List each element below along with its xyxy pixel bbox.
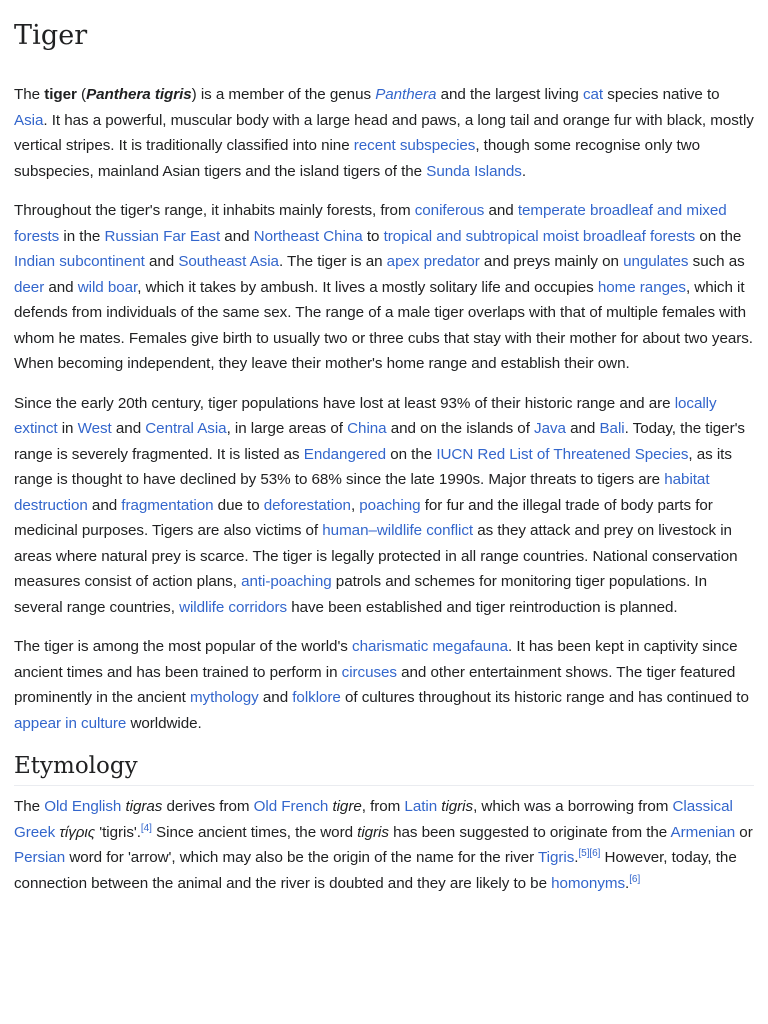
link-recent-subspecies[interactable]: recent subspecies xyxy=(353,137,476,154)
citation-6[interactable]: [6] xyxy=(629,873,641,885)
citation xyxy=(141,822,152,833)
link-charismatic-megafauna[interactable]: charismatic megafauna xyxy=(352,638,508,655)
italic-term: tigras xyxy=(125,798,163,815)
link-northeast-china[interactable]: Northeast China xyxy=(253,227,363,245)
link-appear-in-culture[interactable]: appear in culture xyxy=(14,714,127,732)
link-apex-predator[interactable]: apex predator xyxy=(386,253,480,270)
link-armenian[interactable]: Armenian xyxy=(670,823,736,841)
citation-5-6[interactable]: [5][6] xyxy=(578,847,601,859)
bold-term: Panthera tigris xyxy=(86,86,192,103)
link-deer[interactable]: deer xyxy=(14,278,45,296)
link-iucn-red-list[interactable]: IUCN Red List of Threatened Species xyxy=(436,445,689,463)
link-panthera[interactable]: Panthera xyxy=(375,86,437,103)
link-home-ranges[interactable]: home ranges xyxy=(597,278,686,296)
link-human-wildlife-conflict[interactable]: human–wildlife conflict xyxy=(322,522,474,539)
lead-paragraph-2: Throughout the tiger's range, it inhabits mainly forests, from coniferous and temperate broadleaf and mixed forests in the Russian Far East and Northeast China to tropical and subtropical moist broadleaf forests on the Indian subcontinent and Southeast Asia. The tiger is an apex predator and preys mainly on ungulates such as deer and wild boar, which it takes by ambush. It lives a mostly solitary life and occupies home ranges, which it defends from individuals of the same sex. The range of a male tiger overlaps with that of multiple females with whom he mates. Females give birth to usually two or three cubs that stay with their mother for about two years. When becoming independent, they leave their mother's home range and establish their own. xyxy=(14,202,753,372)
italic-term: τίγρις xyxy=(59,823,96,841)
italic-term: tigris xyxy=(441,798,474,815)
page-title: Tiger xyxy=(14,20,88,51)
link-fragmentation[interactable]: fragmentation xyxy=(121,496,214,514)
link-classical-greek[interactable]: Classical Greek xyxy=(14,798,733,841)
citation xyxy=(629,873,640,884)
link-mythology[interactable]: mythology xyxy=(189,689,259,706)
link-tigris[interactable]: Tigris xyxy=(538,849,575,866)
link-anti-poaching[interactable]: anti-poaching xyxy=(241,573,332,590)
link-old-english[interactable]: Old English xyxy=(44,798,122,815)
link-cat[interactable]: cat xyxy=(582,86,604,103)
link-tropical-moist-forests[interactable]: tropical and subtropical moist broadleaf forests xyxy=(383,227,696,245)
etymology-paragraph: The Old English tigras derives from Old French tigre, from Latin tigris, which was a borrowing from Classical Greek τίγρις 'tigris'.[4] Since ancient times, the word tigris has been suggested to originate from the Armenian or Persian word for 'arrow', which may also be the origin of the name for the river Tigris.[5][6] However, today, the connection between the animal and the river is doubted and they are likely to be homonyms.[6] xyxy=(14,798,753,892)
bold-term: tiger xyxy=(44,86,77,103)
link-asia[interactable]: Asia xyxy=(14,111,44,129)
lead-paragraph-1: The tiger (Panthera tigris) is a member of the genus Panthera and the largest living cat species native to Asia. It has a powerful, muscular body with a large head and paws, a long tail and orange fur with black, mostly vertical stripes. It is traditionally classified into nine recent subspecies, though some recognise only two subspecies, mainland Asian tigers and the island tigers of the Sunda Islands. xyxy=(14,86,754,180)
link-deforestation[interactable]: deforestation xyxy=(263,496,351,514)
link-sunda-islands[interactable]: Sunda Islands xyxy=(426,162,522,180)
link-poaching[interactable]: poaching xyxy=(359,496,421,514)
link-persian[interactable]: Persian xyxy=(14,849,66,866)
link-habitat-destruction[interactable]: habitat destruction xyxy=(14,471,710,514)
link-wild-boar[interactable]: wild boar xyxy=(77,278,138,296)
link-folklore[interactable]: folklore xyxy=(292,689,341,706)
link-central-asia[interactable]: Central Asia xyxy=(145,420,227,437)
link-ungulates[interactable]: ungulates xyxy=(623,253,689,270)
link-russian-far-east[interactable]: Russian Far East xyxy=(104,227,221,245)
link-wildlife-corridors[interactable]: wildlife corridors xyxy=(179,598,288,616)
italic-term: tigre xyxy=(332,798,362,815)
link-locally-extinct[interactable]: locally extinct xyxy=(14,394,717,437)
link-latin[interactable]: Latin xyxy=(404,798,438,815)
link-china[interactable]: China xyxy=(347,420,387,437)
lead-paragraph-4: The tiger is among the most popular of the world's charismatic megafauna. It has been kept in captivity since ancient times and has been trained to perform in circuses and other entertainment shows. The tiger featured prominently in the ancient mythology and folklore of cultures throughout its historic range and has continued to appear in culture worldwide. xyxy=(14,638,749,732)
link-java[interactable]: Java xyxy=(534,420,566,437)
link-homonyms[interactable]: homonyms xyxy=(551,874,626,892)
link-bali[interactable]: Bali xyxy=(599,420,625,437)
link-old-french[interactable]: Old French xyxy=(253,798,329,815)
link-endangered[interactable]: Endangered xyxy=(303,445,387,463)
link-west-asia[interactable]: West xyxy=(77,420,112,437)
italic-term: tigris xyxy=(357,823,389,841)
citation-4[interactable]: [4] xyxy=(140,822,152,834)
link-indian-subcontinent[interactable]: Indian subcontinent xyxy=(14,253,145,270)
lead-paragraph-3: Since the early 20th century, tiger populations have lost at least 93% of their historic range and are locally extinct in West and Central Asia, in large areas of China and on the islands of Java and Bali. Today, the tiger's range is severely fragmented. It is listed as Endangered on the IUCN Red List of Threatened Species, as its range is thought to have declined by 53% to 68% since the late 1990s. Major threats to tigers are habitat destruction and fragmentation due to deforestation, poaching for fur and the illegal trade of body parts for medicinal purposes. Tigers are also victims of human–wildlife conflict as they attack and prey on livestock in areas where natural prey is scarce. The tiger is legally protected in all range countries. National conservation measures consist of action plans, anti-poaching patrols and schemes for monitoring tiger populations. In several range countries, wildlife corridors have been established and tiger reintroduction is planned. xyxy=(14,394,745,616)
section-heading-etymology: Etymology xyxy=(14,750,754,786)
link-southeast-asia[interactable]: Southeast Asia xyxy=(178,253,279,270)
link-temperate-broadleaf[interactable]: temperate broadleaf and mixed forests xyxy=(14,202,727,245)
link-coniferous[interactable]: coniferous xyxy=(414,202,485,219)
citation xyxy=(578,848,600,859)
link-circuses[interactable]: circuses xyxy=(341,663,397,681)
